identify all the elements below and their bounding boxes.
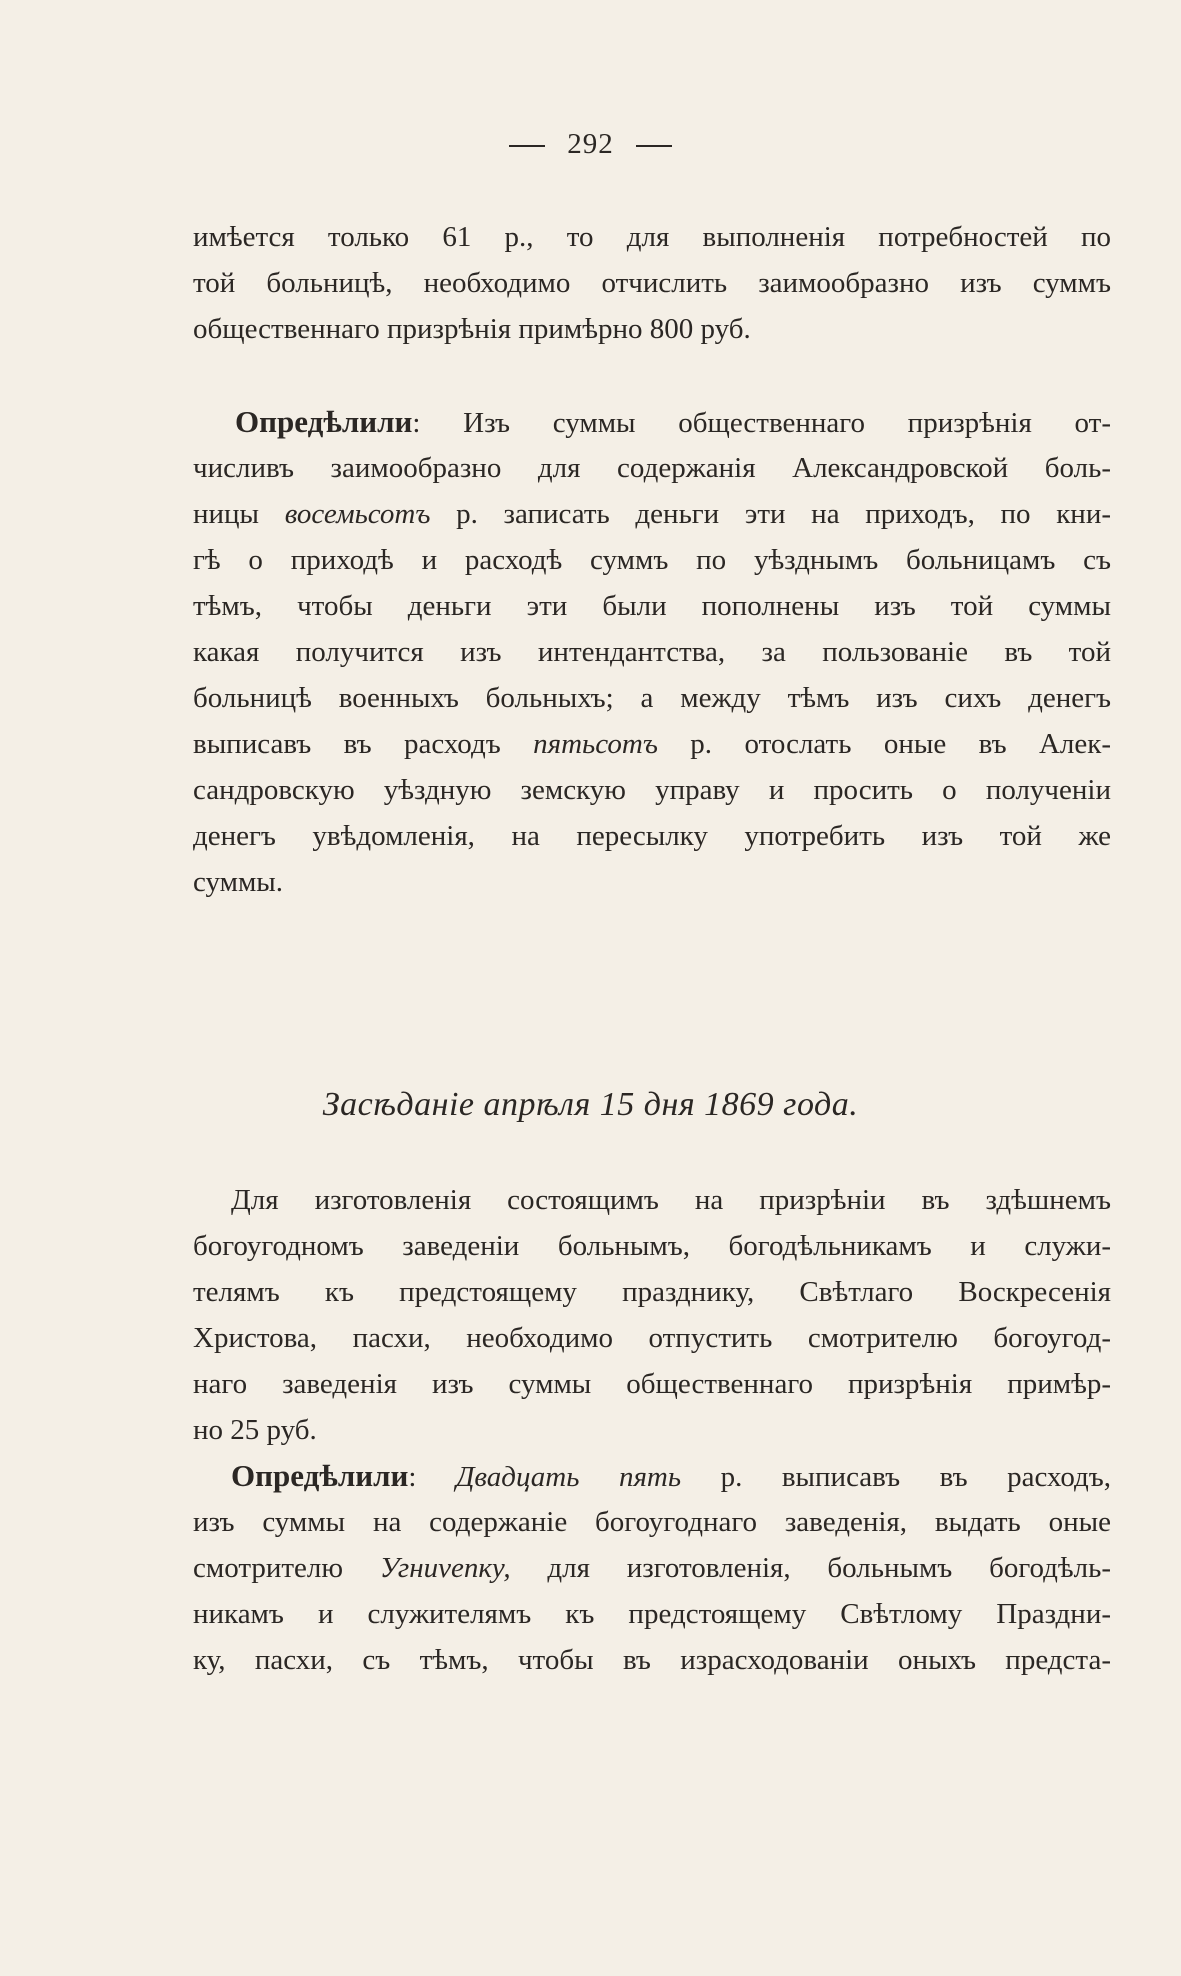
resolution-paragraph-2 bbox=[193, 1453, 1111, 1683]
resolution-paragraph-1 bbox=[193, 399, 1111, 905]
page-header bbox=[0, 128, 1181, 161]
text-line: Для изготовленія состоящимъ на призрѣніи въ здѣшнемъ bbox=[231, 1184, 1111, 1216]
text-span: ницы bbox=[193, 498, 260, 530]
text-line: никамъ и служителямъ къ предстоящему Свѣтлому Праздни- bbox=[193, 1598, 1111, 1630]
italic-amount: Двадцать пять bbox=[455, 1461, 682, 1493]
text-span: р. выписавъ въ расходъ, bbox=[720, 1461, 1112, 1493]
text-line: тѣмъ, чтобы деньги эти были пополнены изъ той суммы bbox=[193, 590, 1111, 622]
text-span: для изготовленія, больнымъ богодѣль- bbox=[547, 1552, 1112, 1584]
text-line: сандровскую уѣздную земскую управу и просить о полученіи bbox=[193, 774, 1111, 806]
text-line: какая получится изъ интендантства, за пользованіе въ той bbox=[193, 636, 1111, 668]
paragraph-session bbox=[193, 1177, 1111, 1453]
paragraph-continued bbox=[193, 214, 1111, 352]
text-line: больницѣ военныхъ больныхъ; а между тѣмъ изъ сихъ денегъ bbox=[193, 682, 1111, 714]
text-line bbox=[193, 1453, 1111, 1499]
text-span: выписавъ въ расходъ bbox=[193, 728, 501, 760]
text-span: : Изъ суммы общественнаго призрѣнія от- bbox=[412, 407, 1111, 439]
text-line: числивъ заимообразно для содержанія Александровской боль- bbox=[193, 452, 1111, 484]
text-line: богоугодномъ заведеніи больнымъ, богодѣльникамъ и служи- bbox=[193, 1230, 1111, 1262]
text-line bbox=[193, 491, 1111, 537]
text-line bbox=[193, 1545, 1111, 1591]
text-line: общественнаго призрѣнія примѣрно 800 руб. bbox=[193, 313, 751, 345]
italic-amount: восемьсотъ bbox=[284, 498, 431, 530]
italic-amount: пятьсотъ bbox=[533, 728, 658, 760]
text-line: изъ суммы на содержаніе богоугоднаго заведенія, выдать оные bbox=[193, 1506, 1111, 1538]
text-span: р. отослать оные въ Алек- bbox=[690, 728, 1112, 760]
page-number: 292 bbox=[567, 128, 614, 160]
text-line bbox=[193, 399, 1111, 445]
text-line: той больницѣ, необходимо отчислить заимообразно изъ суммъ bbox=[193, 267, 1111, 299]
text-line: телямъ къ предстоящему празднику, Свѣтлаго Воскресенія bbox=[193, 1276, 1111, 1308]
text-span: смотрителю bbox=[193, 1552, 344, 1584]
text-line: денегъ увѣдомленія, на пересылку употребить изъ той же bbox=[193, 820, 1111, 852]
text-span: : bbox=[408, 1461, 417, 1493]
resolution-label: Опредѣлили bbox=[235, 404, 413, 439]
resolution-label: Опредѣлили bbox=[231, 1458, 409, 1493]
text-line: ку, пасхи, съ тѣмъ, чтобы въ израсходованіи оныхъ предста- bbox=[193, 1644, 1111, 1676]
text-line: Христова, пасхи, необходимо отпустить смотрителю богоугод- bbox=[193, 1322, 1111, 1354]
text-line bbox=[193, 721, 1111, 767]
text-line: имѣется только 61 р., то для выполненія потребностей по bbox=[193, 221, 1111, 253]
text-span: р. записать деньги эти на приходъ, по кни- bbox=[456, 498, 1111, 530]
text-line: но 25 руб. bbox=[193, 1414, 317, 1446]
left-dash bbox=[509, 145, 545, 147]
text-line: суммы. bbox=[193, 866, 284, 898]
right-dash bbox=[636, 145, 672, 147]
italic-name: Угниvenку, bbox=[379, 1552, 511, 1584]
text-line: наго заведенія изъ суммы общественнаго призрѣнія примѣр- bbox=[193, 1368, 1111, 1400]
text-line: гѣ о приходѣ и расходѣ суммъ по уѣзднымъ больницамъ съ bbox=[193, 544, 1111, 576]
session-heading: Засѣданіе апрѣля 15 дня 1869 года. bbox=[322, 1086, 859, 1123]
